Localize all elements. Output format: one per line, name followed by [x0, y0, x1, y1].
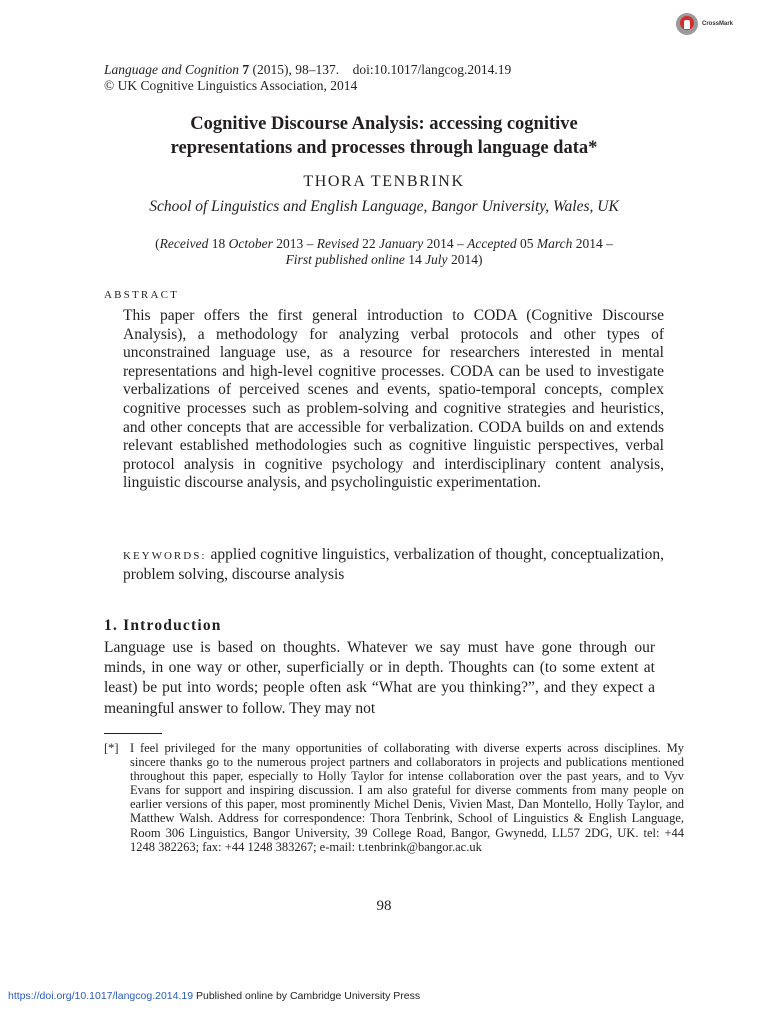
footnote-marker: [*]	[104, 741, 119, 755]
title-line-2: representations and processes through language data*	[170, 138, 598, 158]
copyright-notice: © UK Cognitive Linguistics Association, 2014	[104, 78, 358, 93]
footnote-text: I feel privileged for the many opportunities of collaborating with diverse experts across disciplines. My sincere thanks go to the numerous project partners and collaborators in projects and publications mentioned throughout this paper, especially to Holly Taylor for intense collaboration over the past years, and to Vyv Evans for support and inspiring discussion. I am also grateful for diverse comments from many people on earlier versions of this paper, most prominently Michel Denis, Vivien Mast, Dan Montello, Holly Taylor, and Matthew Walsh. Address for correspondence: Thora Tenbrink, School of Linguistics & English Language, Room 306 Linguistics, Bangor University, 39 College Road, Bangor, Gwynedd, LL57 2DG, UK. tel: +44 1248 382263; fax: +44 1248 383267; e-mail: t.tenbrink@bangor.ac.uk	[130, 741, 684, 854]
received-label: Received	[159, 236, 209, 251]
published-label: First published online	[285, 252, 405, 267]
footnote	[104, 741, 684, 854]
page-number: 98	[376, 898, 392, 914]
title-line-1: Cognitive Discourse Analysis: accessing cognitive	[190, 114, 578, 134]
abstract-text: This paper offers the first general introduction to CODA (Cognitive Discourse Analysis), a methodology for analyzing verbal protocols and other types of unconstrained language use, as a resource for researchers interested in mental representations and high-level cognitive processes. CODA can be used to investigate verbalizations of perceived scenes and events, spatio-temporal concepts, complex cognitive processes such as problem-solving and cognitive strategies and heuristics, and other concepts that are accessible for verbalization. CODA builds on and extends relevant established methodologies such as cognitive linguistic perspectives, verbal protocol analysis in cognitive psychology and interdisciplinary content analysis, linguistic discourse analysis, and psycholinguistic experimentation.	[123, 307, 664, 492]
author-affiliation: School of Linguistics and English Language, Bangor University, Wales, UK	[149, 198, 619, 215]
keywords	[123, 546, 664, 584]
footer-text: Published online by Cambridge University Press	[193, 990, 421, 1002]
accepted-label: Accepted	[467, 236, 517, 251]
abstract-heading: ABSTRACT	[104, 289, 180, 301]
crossmark-icon	[676, 13, 698, 35]
revised-label: Revised	[316, 236, 359, 251]
journal-doi: doi:10.1017/langcog.2014.19	[352, 62, 512, 77]
journal-name: Language and Cognition	[104, 62, 240, 77]
footnote-divider	[104, 733, 162, 734]
section-heading-introduction: 1. Introduction	[104, 617, 222, 634]
introduction-text: Language use is based on thoughts. Whatever we say must have gone through our minds, in one way or other, superficially or in depth. Thoughts can (to some extent at least) be put into words; people often ask “What are you thinking?”, and they expect a meaningful answer to follow. They may not	[104, 639, 655, 717]
doi-link[interactable]: https://doi.org/10.1017/langcog.2014.19	[8, 990, 194, 1002]
article-title	[60, 112, 708, 160]
author-name: THORA TENBRINK	[303, 173, 465, 190]
journal-year-pages: (2015), 98–137.	[252, 62, 340, 77]
crossmark-label: CrossMark	[702, 21, 734, 27]
footer-bar	[8, 990, 420, 1002]
journal-volume: 7	[242, 62, 250, 77]
journal-citation	[104, 62, 511, 78]
crossmark-badge[interactable]	[676, 12, 756, 36]
keywords-list: applied cognitive linguistics, verbalization of thought, conceptualization, problem solving, discourse analysis	[123, 546, 664, 583]
received-dates: (Received 18 October 2013 – Revised 22 January 2014 – Accepted 05 March 2014 – First published online 14 July 2014)	[155, 236, 613, 267]
keywords-label: KEYWORDS:	[123, 550, 207, 562]
